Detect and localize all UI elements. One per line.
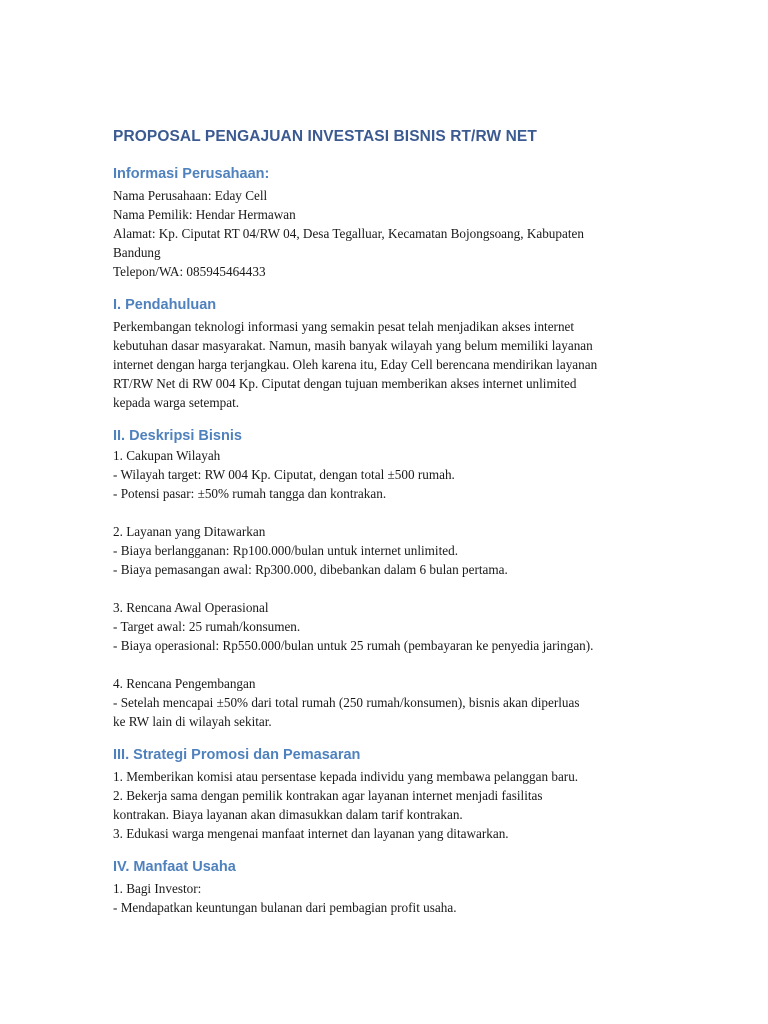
- benefits-item: 1. Bagi Investor:: [113, 881, 202, 896]
- strategy-item: kontrakan. Biaya layanan akan dimasukkan dalam tarif kontrakan.: [113, 807, 463, 822]
- strategy-heading: III. Strategi Promosi dan Pemasaran: [113, 747, 361, 763]
- area-coverage-item: - Wilayah target: RW 004 Kp. Ciputat, dengan total ±500 rumah.: [113, 467, 455, 482]
- strategy-section: [113, 745, 728, 843]
- area-coverage-item: - Potensi pasar: ±50% rumah tangga dan kontrakan.: [113, 486, 387, 501]
- strategy-item: 2. Bekerja sama dengan pemilik kontrakan agar layanan internet menjadi fasilitas: [113, 788, 543, 803]
- intro-text-line: RT/RW Net di RW 004 Kp. Ciputat dengan tujuan memberikan akses internet unlimited: [113, 376, 577, 391]
- phone-line: Telepon/WA: 085945464433: [113, 264, 266, 279]
- intro-heading: I. Pendahuluan: [113, 297, 217, 313]
- address-line-continued: Bandung: [113, 245, 161, 260]
- owner-name-line: Nama Pemilik: Hendar Hermawan: [113, 207, 296, 222]
- expansion-title: 4. Rencana Pengembangan: [113, 676, 256, 691]
- strategy-item: 1. Memberikan komisi atau persentase kepada individu yang membawa pelanggan baru.: [113, 769, 579, 784]
- intro-text-line: kepada warga setempat.: [113, 395, 240, 410]
- operations-item: - Biaya operasional: Rp550.000/bulan untuk 25 rumah (pembayaran ke penyedia jaringan).: [113, 638, 594, 653]
- company-name-line: Nama Perusahaan: Eday Cell: [113, 188, 268, 203]
- services-item: - Biaya berlangganan: Rp100.000/bulan untuk internet unlimited.: [113, 543, 458, 558]
- services-title: 2. Layanan yang Ditawarkan: [113, 524, 266, 539]
- services-item: - Biaya pemasangan awal: Rp300.000, dibebankan dalam 6 bulan pertama.: [113, 562, 508, 577]
- benefits-item: - Mendapatkan keuntungan bulanan dari pembagian profit usaha.: [113, 900, 457, 915]
- intro-text-line: Perkembangan teknologi informasi yang semakin pesat telah menjadikan akses internet: [113, 319, 575, 334]
- operations-title: 3. Rencana Awal Operasional: [113, 600, 269, 615]
- company-section: [113, 164, 728, 281]
- company-heading: Informasi Perusahaan:: [113, 166, 270, 182]
- benefits-section: [113, 857, 728, 917]
- expansion-item: - Setelah mencapai ±50% dari total rumah (250 rumah/konsumen), bisnis akan diperluas: [113, 695, 580, 710]
- business-section: [113, 426, 728, 731]
- area-coverage-title: 1. Cakupan Wilayah: [113, 448, 221, 463]
- spacer: [113, 579, 728, 598]
- strategy-item: 3. Edukasi warga mengenai manfaat internet dan layanan yang ditawarkan.: [113, 826, 509, 841]
- spacer: [113, 503, 728, 522]
- spacer: [113, 655, 728, 674]
- intro-text-line: internet dengan harga terjangkau. Oleh karena itu, Eday Cell berencana mendirikan layanan: [113, 357, 598, 372]
- document-title: PROPOSAL PENGAJUAN INVESTASI BISNIS RT/RW NET: [113, 128, 537, 145]
- intro-text-line: kebutuhan dasar masyarakat. Namun, masih banyak wilayah yang belum memiliki layanan: [113, 338, 593, 353]
- expansion-item: ke RW lain di wilayah sekitar.: [113, 714, 272, 729]
- address-line: Alamat: Kp. Ciputat RT 04/RW 04, Desa Tegalluar, Kecamatan Bojongsoang, Kabupaten: [113, 226, 584, 241]
- business-heading: II. Deskripsi Bisnis: [113, 428, 242, 444]
- operations-item: - Target awal: 25 rumah/konsumen.: [113, 619, 301, 634]
- intro-section: [113, 295, 728, 412]
- benefits-heading: IV. Manfaat Usaha: [113, 859, 236, 875]
